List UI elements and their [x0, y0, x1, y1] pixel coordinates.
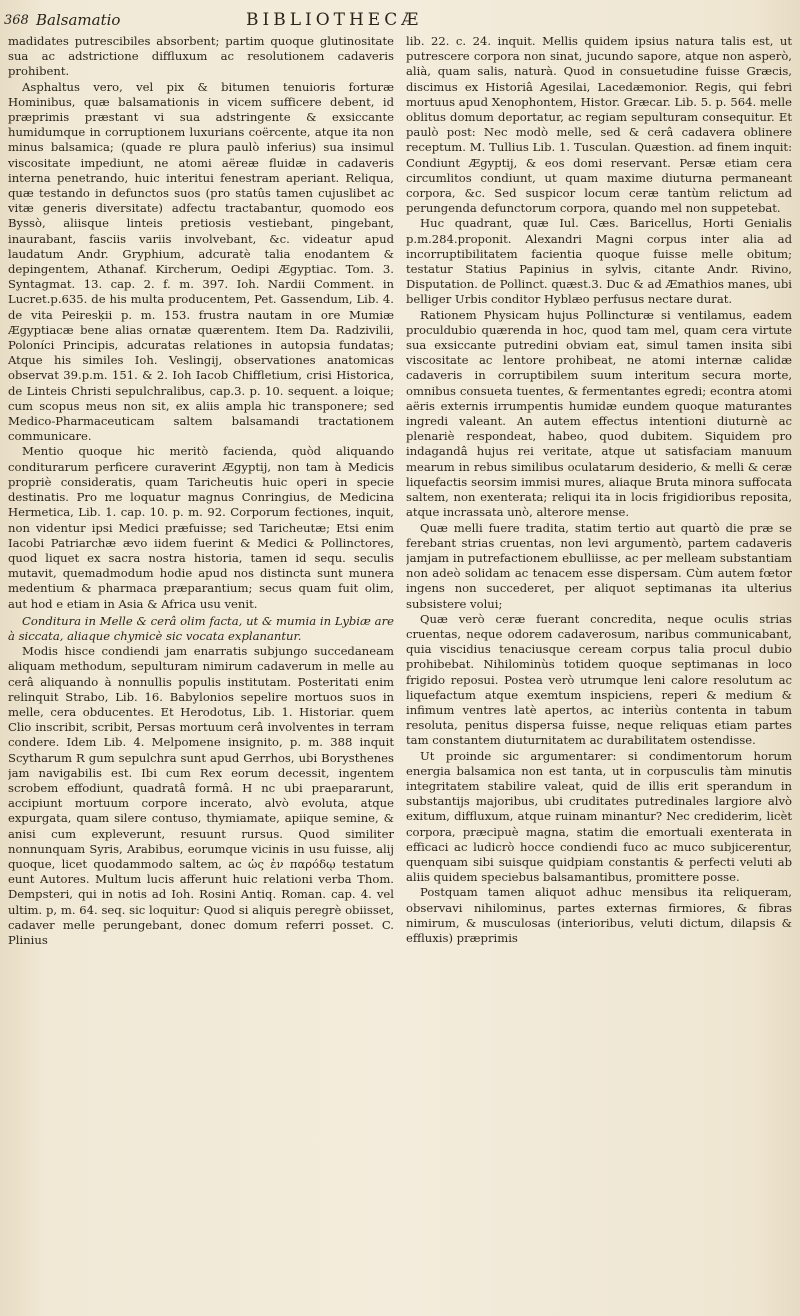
- page-header: [0, 10, 800, 34]
- paragraph: Huc quadrant, quæ Iul. Cæs. Baricellus, Horti Genialis p.m.284.proponit. Alexandri Magni corpus inter alia ad incorruptibilitatem facientia quoque fuisse melle obitum; testatur Statius Papinius in sylvis, citante Andr. Rivino, Disputation. de Pollinct. quæst.3. Duc & ad Æmathios manes, ubi belliger Urbis conditor Hyblæo perfusus nectare durat.: [406, 216, 792, 307]
- page-title: BIBLIOTHECÆ: [246, 10, 423, 30]
- paragraph: Mentio quoque hic meritò facienda, quòd aliquando conditurarum perficere curaverint Ægyptij, non tam à Medicis propriè consideratis, quam Taricheutis huic operi in specie destinatis. Pro me loquatur magnus Conringius, de Medicina Hermetica, Lib. 1. cap. 10. p. m. 92. Corporum fectiones, inquit, non videntur ipsi Medici præfuisse; sed Taricheutæ; Etsi enim Iacobi Patriarchæ ævo iidem fuerint & Medici & Pollinctores, quod liquet ex sacra nostra historia, tamen id sequ. seculis mutavit, quemadmodum hodie apud nos distincta sunt munera medentium & pharmaca præparantium; secus quam fuit olim, aut hod e etiam in Asia & Africa usu venit.: [8, 444, 394, 611]
- paragraph: Asphaltus vero, vel pix & bitumen tenuioris forturæ Hominibus, quæ balsamationis in vicem sufficere debent, id præprimis præstant vi sua adstringente & exsiccante humidumque in corruptionem luxurians coërcente, atque ita non minus balsamica; (quade re plura paulò inferius) sua insimul viscositate impediunt, ne atomi aëreæ fluidæ in cadaveris interna penetrando, huic interitui fenestram aperiant. Reliqua, quæ testando in defunctos suos (pro statûs tamen cujuslibet ac vitæ generis diversitate) adfectu tractabantur, quomodo eos Byssò, aliisque linteis pretiosis vestiebant, pingebant, inaurabant, fasciis variis involvebant, &c. videatur apud laudatum Andr. Gryphium, adcuratè talia enodantem & depingentem, Athanaf. Kircherum, Oedipi Ægyptiac. Tom. 3. Syntagmat. 13. cap. 2. f. m. 397. Ioh. Nardii Comment. in Lucret.p.635. de his multa producentem, Pet. Gassendum, Lib. 4. de vita Peiresķii p. m. 153. frustra nautam in ore Mumiæ Ægyptiacæ bene alias ornatæ quærentem. Item Da. Radzivilii, Poloníci Principis, adcuratas relationes in autopsia fundatas; Atque his similes Ioh. Veslingij, observationes anatomicas observat 39.p.m. 151. & 2. Ioh Iacob Chiffletium, crisi Historica, de Linteis Christi sepulchralibus, cap.3. p. 10. sequent. a loique; cum scopus meus non sit, ex aliis ampla hic transponere; sed Medico-Pharmaceuticam saltem balsamandi tractationem communicare.: [8, 79, 394, 444]
- page-number: 368: [4, 13, 29, 28]
- paragraph: Rationem Physicam hujus Pollincturæ si ventilamus, eadem proculdubio quærenda in hoc, quod tam mel, quam cera virtute sua exsiccante putredini obviam eat, simul tamen insita sibi viscositate ac lentore prohibeat, ne atomi internæ calidæ cadaveris in corruptibilem suum interitum secura morte, omnibus consueta tuentes, & fermentantes egredi; econtra atomi aëris externis irrumpentis humidæ eundem quoque maturantes ingredi valeant. An autem effectus intentioni diuturnè ac plenariè respondeat, habeo, quod dubitem. Siquidem pro indagandâ hujus rei veritate, atque ut satisfaciam manuum mearum in rebus similibus oculatarum desiderio, & melli & ceræ liquefactis seorsim immisi mures, aliaque Bruta minora suffocata saltem, non exenterata; reliqui ita in locis frigidioribus reposita, atque incrassata unò, alterore mense.: [406, 307, 792, 520]
- paragraph: madidates putrescibiles absorbent; partim quoque glutinositate sua ac adstrictione diffluxum ac resolutionem cadaveris prohibent.: [8, 34, 394, 79]
- running-head: Balsamatio: [36, 11, 121, 29]
- paragraph: Quæ melli fuere tradita, statim tertio aut quartò die præ se ferebant strias cruentas, non levi argumentò, partem cadaveris jamjam in putrefactionem ebulliisse, ac per melleam substantiam non adeò solidam ac tenacem esse dispersam. Cùm autem fœtor ingens non succederet, per aliquot septimanas ita ulterius subsistere volui;: [406, 520, 792, 611]
- paragraph: Ut proinde sic argumentarer: si condimentorum horum energia balsamica non est tanta, ut in corpusculis tàm minutis integritatem stabilire valeat, quid de illis erit sperandum in substantijs majoribus, ubi cruditates putredinales largiore alvò exitum, diffluxum, atque ruinam minantur? Nec crediderim, licèt corpora, præcipuè magna, statim die emortuali exenterata in efficaci ac ludicrò hocce condiendi fuco ac muco subjicerentur, quenquam sibi suisque quidpiam constantis & perfecti veluti ab aliis quidem speciebus balsamantibus, promittere posse.: [406, 748, 792, 885]
- paragraph: Postquam tamen aliquot adhuc mensibus ita reliqueram, observavi nihilominus, partes externas firmiores, & fibras nimirum, & musculosas (interioribus, veluti dictum, dilapsis & effluxis) præprimis: [406, 885, 792, 945]
- paragraph: Quæ verò ceræ fuerant concredita, neque oculis strias cruentas, neque odorem cadaverosum, naribus communicabant, quia viscidius tenaciusque ceream corpus talia procul dubio prohibebat. Nihilominùs totidem quoque septimanas in loco frigido reposui. Postea verò utrumque leni calore resolutum ac liquefactum atque exemtum inspiciens, reperi & medium & infimum ventres latè apertos, ac interiùs contenta in tabum resoluta, penitus dispersa fuisse, neque reliquas etiam partes tam constantem diuturnitatem ac durabilitatem ostendisse.: [406, 611, 792, 748]
- section-heading: Conditura in Melle & cerâ olim facta, ut & mumia in Lybiæ are à siccata, aliaque chymicè sic vocata explanantur.: [8, 613, 394, 643]
- left-column: [8, 34, 394, 1302]
- right-column: [406, 34, 792, 1302]
- paragraph: Modis hisce condiendi jam enarratis subjungo succedaneam aliquam methodum, sepulturam nimirum cadaverum in melle au cerâ aliquando à nonnullis populis institutam. Posteritati enim relinquit Strabo, Lib. 16. Babylonios sepelire mortuos suos in melle, cera obducentes. Et Herodotus, Lib. 1. Historiar. quem Clio inscribit, scribit, Persas mortuum cerâ involventes in terram condere. Idem Lib. 4. Melpomene insignito, p. m. 388 inquit Scytharum R gum sepulchra sunt apud Gerrhos, ubi Borysthenes jam navigabilis est. Ibi cum Rex eorum decessit, ingentem scrobem effodiunt, quadratâ formâ. H nc ubi praepararunt, accipiunt mortuum corpore incerato, alvò evoluta, atque expurgata, quam silere contuso, thymiamate, apiique semine, & anisi cum expleverunt, resuunt rursus. Quod similiter nonnunquam Syris, Arabibus, eorumque vicinis in usu fuisse, alij quoque, licet quodammodo saltem, ac ὡς ἐν παρόδῳ testatum eunt Autores. Multum lucis afferunt huic relationi verba Thom. Dempsteri, qui in notis ad Ioh. Rosini Antiq. Roman. cap. 4. vel ultim. p, m. 64. seq. sic loquitur: Quod si aliquis peregrè obiisset, cadaver melle perungebant, donec domum referri posset. C. Plinius: [8, 644, 394, 947]
- text-columns: [8, 34, 792, 1302]
- paragraph: lib. 22. c. 24. inquit. Mellis quidem ipsius natura talis est, ut putrescere corpora non sinat, jucundo sapore, atque non asperò, alià, quam salis, naturà. Quod in consuetudine fuisse Græcis, discimus ex Historiâ Agesilai, Lacedæmonior. Regis, qui febri mortuus apud Xenophontem, Histor. Græcar. Lib. 5. p. 564. melle oblitus domum deportatur, ac regiam sepulturam consequitur. Et paulò post: Nec modò melle, sed & cerâ cadavera oblinere receptum. M. Tullius Lib. 1. Tusculan. Quæstion. ad finem inquit: Condiunt Ægyptij, & eos domi reservant. Persæ etiam cera circumlitos condiunt, ut quam maxime diuturna permaneant corpora, &c. Sed suspicor locum ceræ tantùm relictum ad perungenda defunctorum corpora, quando mel non suppetebat.: [406, 34, 792, 216]
